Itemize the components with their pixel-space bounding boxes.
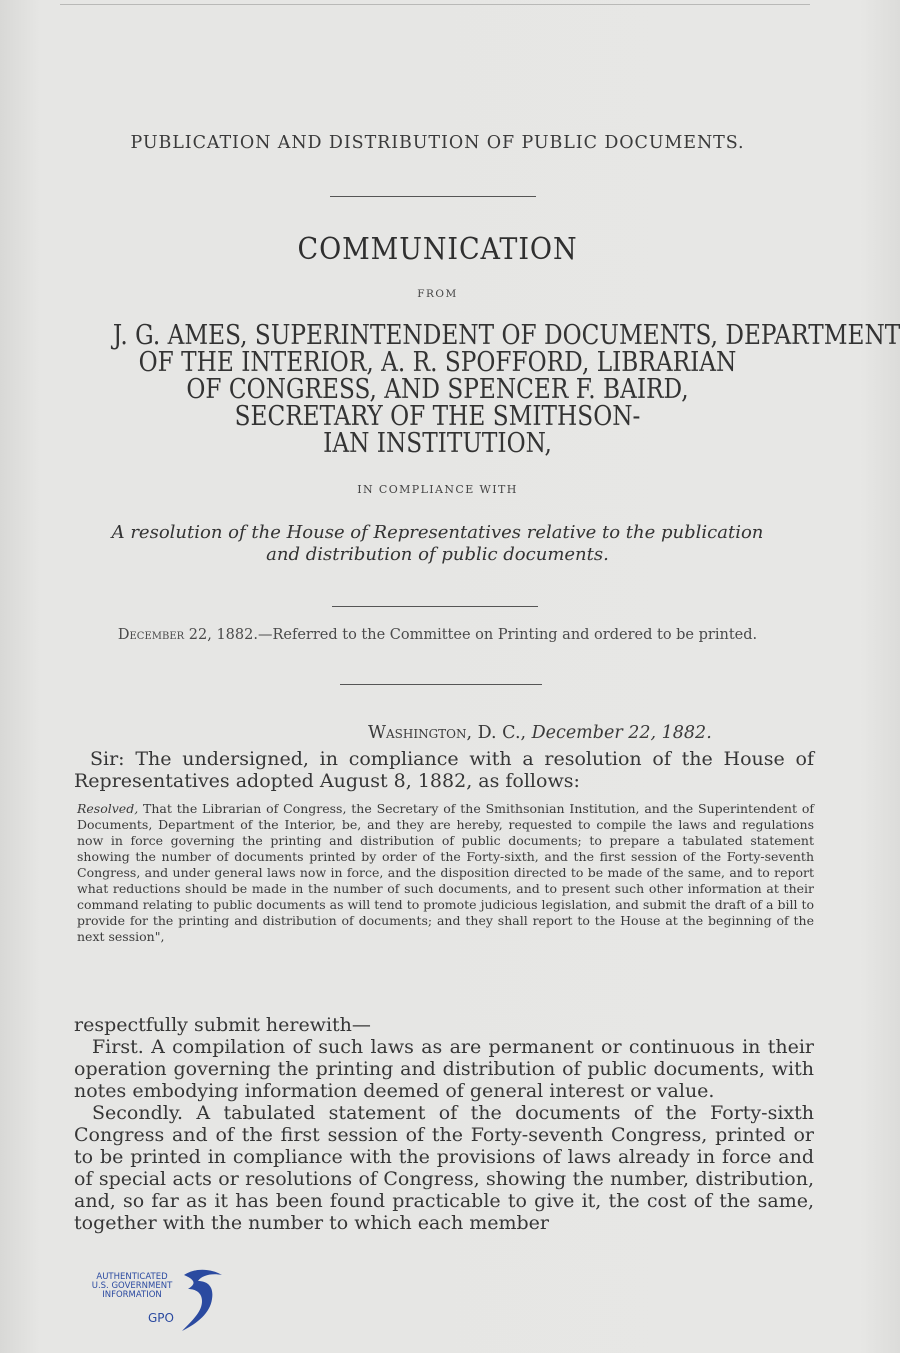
body-text <box>74 1014 814 1234</box>
second-item: Secondly. A tabulated statement of the documents of the Forty-sixth Congress and of the first session of the Forty-seventh Congress, printed or to be printed in compliance with the provisions of laws already in force and of special acts or resolutions of Congress, showing the number, distribution, and, so far as it has been found practicable to give it, the cost of the same, together with the number to which each member <box>74 1102 814 1234</box>
main-title: COMMUNICATION <box>297 232 578 267</box>
authors-line: SECRETARY OF THE SMITHSON- <box>234 401 641 432</box>
first-item: First. A compilation of such laws as are permanent or continuous in their operation governing the printing and distribution of public documents, with notes embodying information deemed of general interest or value. <box>74 1036 814 1102</box>
gpo-seal-text <box>78 1273 186 1300</box>
gpo-authentication-seal <box>78 1265 228 1335</box>
referral-note <box>60 626 815 644</box>
top-rule <box>60 4 810 5</box>
salutation-paragraph: Sir: The undersigned, in compliance with a resolution of the House of Representatives adopted August 8, 1882, as follows: <box>74 748 814 792</box>
resolution-line: and distribution of public documents. <box>266 544 609 565</box>
gpo-mark: GPO <box>148 1311 174 1325</box>
authors-line: J. G. AMES, SUPERINTENDENT OF DOCUMENTS, DEPARTMENT <box>112 320 900 351</box>
resolution-line: A resolution of the House of Representatives relative to the publication <box>111 522 764 543</box>
separator-rule <box>332 606 538 607</box>
dateline-date: December 22, 1882. <box>531 723 712 743</box>
authors-line: OF CONGRESS, AND SPENCER F. BAIRD, <box>186 374 689 405</box>
authors-line: IAN INSTITUTION, <box>323 428 552 459</box>
resolution-text: That the Librarian of Congress, the Secretary of the Smithsonian Institution, and the Superintendent of Documents, Department of the Interior, be, and they are hereby, requested to compile the laws and regulations now in force governing the printing and distribution of public documents; to prepare a tabulated statement showing the number of documents printed by order of the Forty-sixth, and the first session of the Forty-seventh Congress, and under general laws now in force, and the disposition directed to be made of the same, and to report what reductions should be made in the number of such documents, and to present such other information at their command relating to public documents as will tend to promote judicious legislation, and submit the draft of a bill to provide for the printing and distribution of documents; and they shall report to the House at the beginning of the next session", <box>77 801 814 944</box>
respectfully-line: respectfully submit herewith— <box>74 1014 371 1036</box>
resolved-lead: Resolved, <box>77 801 139 816</box>
from-label: FROM <box>417 288 458 300</box>
separator-rule <box>340 684 542 685</box>
referral-month: December <box>117 627 185 643</box>
dateline-place: Washington <box>368 723 467 743</box>
gpo-seal-line: U.S. GOVERNMENT <box>91 1281 173 1291</box>
compliance-label: IN COMPLIANCE WITH <box>357 483 518 496</box>
authors-block <box>112 320 900 459</box>
separator-rule <box>330 196 536 197</box>
referral-text: 22, 1882.—Referred to the Committee on Printing and ordered to be printed. <box>184 627 758 643</box>
running-title: PUBLICATION AND DISTRIBUTION OF PUBLIC DOCUMENTS. <box>130 133 745 153</box>
gpo-seal-line: INFORMATION <box>102 1290 162 1300</box>
dateline-place-rest: , D. C., <box>466 723 532 743</box>
quoted-resolution <box>77 801 814 945</box>
authors-line: OF THE INTERIOR, A. R. SPOFFORD, LIBRARIAN <box>138 347 737 378</box>
eagle-icon <box>178 1265 224 1335</box>
dateline <box>368 723 712 743</box>
resolution-title <box>60 522 815 566</box>
gpo-seal-line: AUTHENTICATED <box>96 1272 168 1282</box>
